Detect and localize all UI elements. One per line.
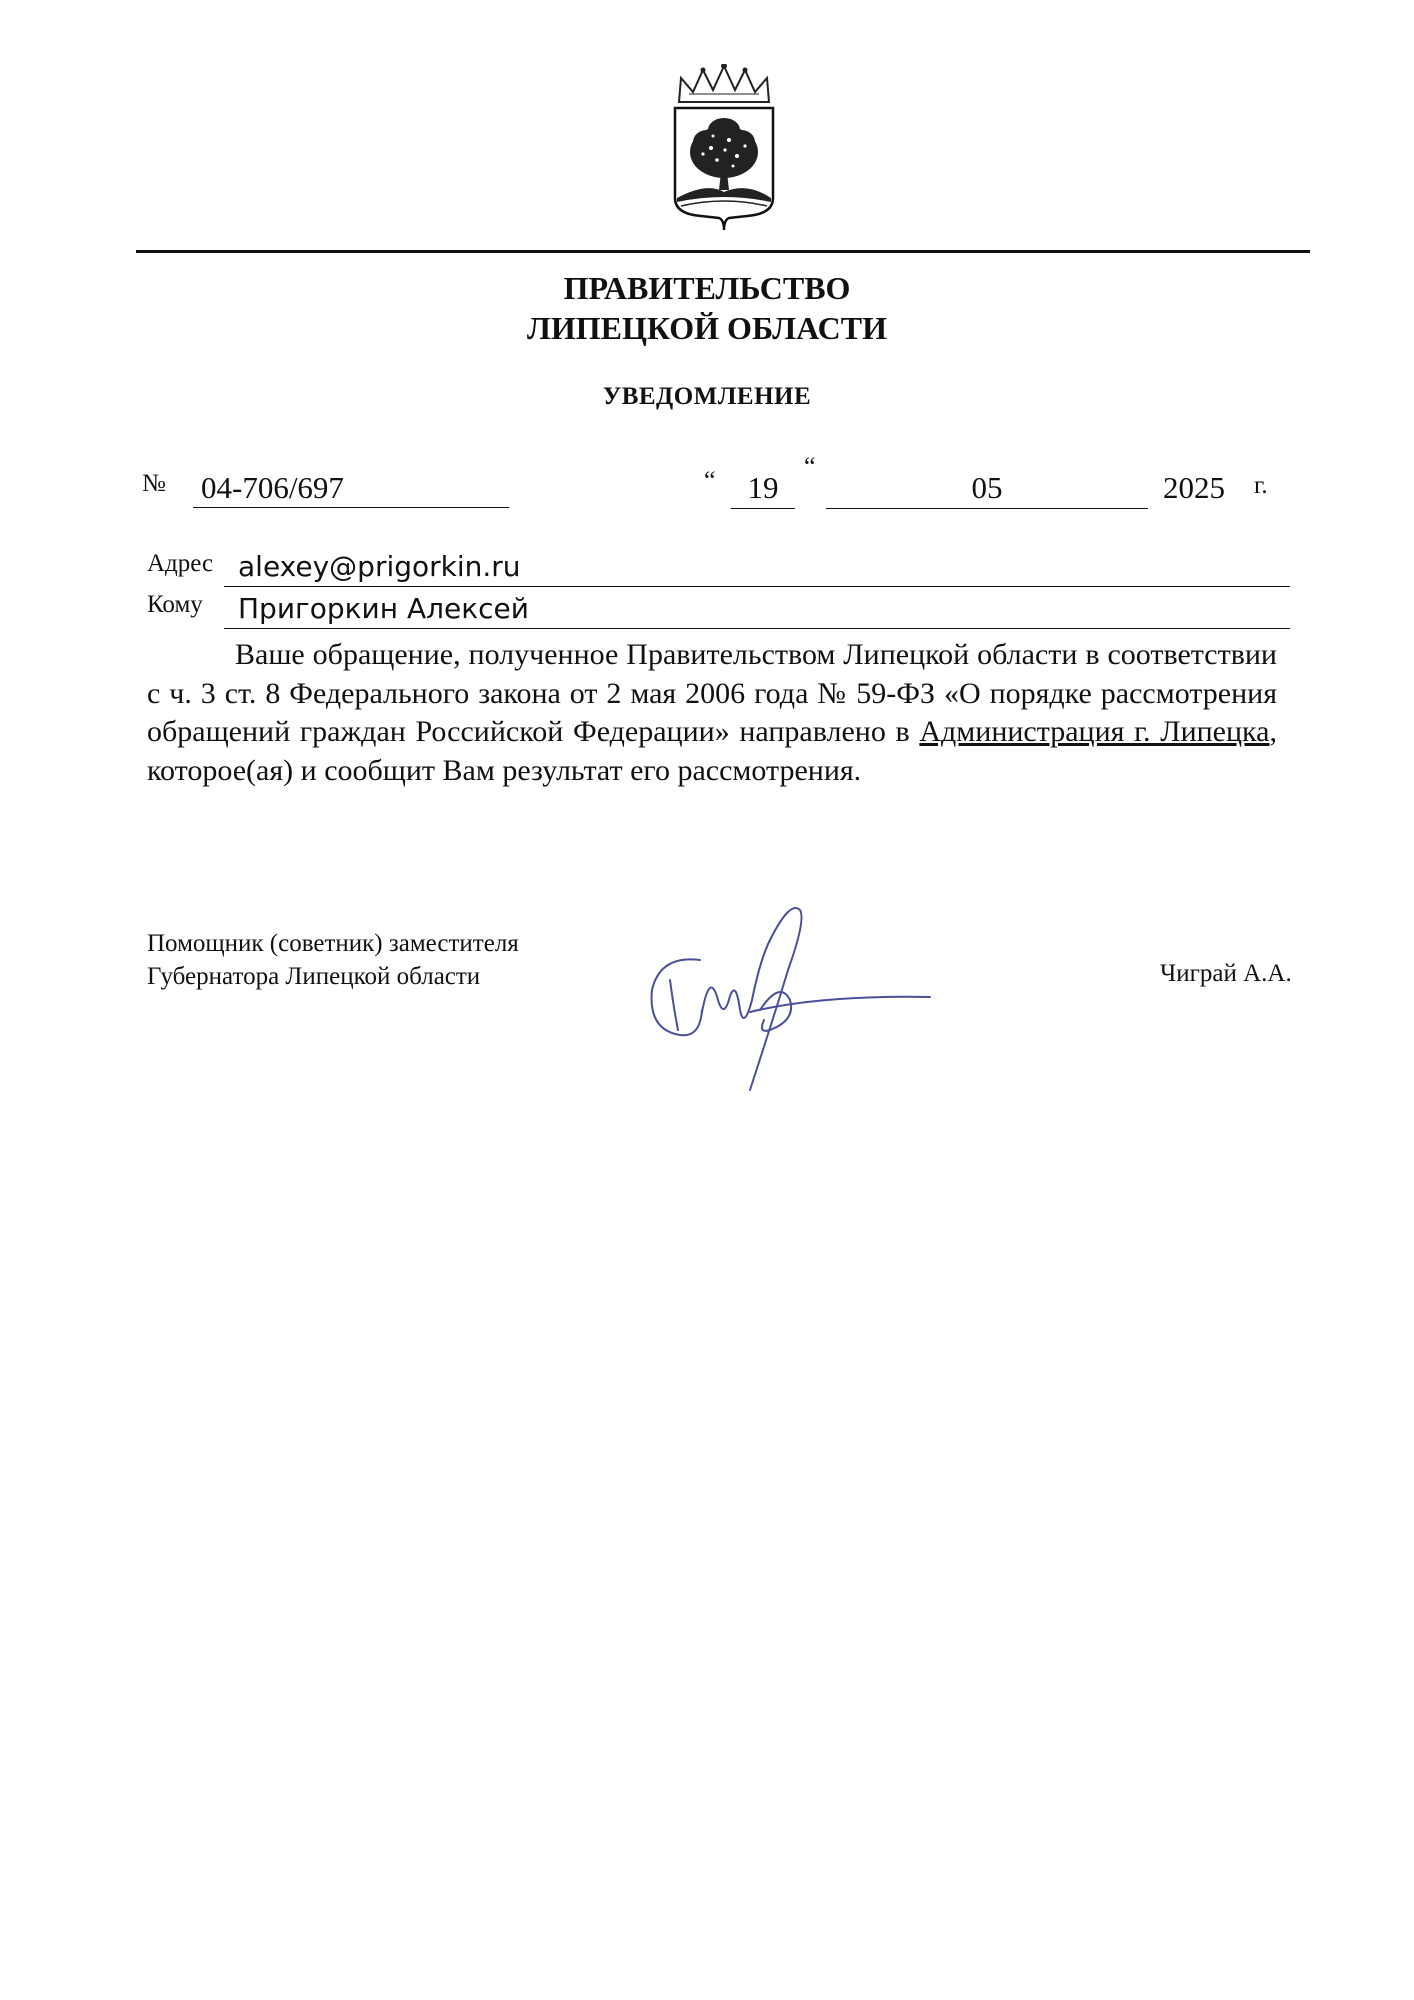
date-close-quote: “: [804, 452, 816, 481]
document-number: 04-706/697: [193, 468, 509, 508]
organization-name-line2: ЛИПЕЦКОЙ ОБЛАСТИ: [527, 310, 887, 346]
address-label: Адрес: [147, 550, 214, 577]
body-text-before: Ваше обращение, полученное Правительством Липецкой области в соответствии с ч. 3 ст. 8 Федерального закона от 2 мая 2006 года № 59-ФЗ «О порядке рассмотрения обращений граждан Российской Федерации» направлено в: [147, 638, 1277, 748]
date-month: 05: [826, 468, 1148, 509]
signatory-position: [147, 927, 519, 993]
date-day: 19: [731, 468, 795, 509]
date-year: 2025: [1163, 470, 1225, 505]
document-type: УВЕДОМЛЕНИЕ: [602, 383, 812, 410]
recipient-label: Кому: [147, 591, 203, 618]
number-label: №: [142, 470, 166, 497]
signatory-position-line1: Помощник (советник) заместителя: [147, 930, 519, 957]
lipetsk-coat-of-arms-icon: [667, 64, 781, 232]
forwarded-to-authority: Администрация г. Липецка: [919, 715, 1270, 748]
signatory-position-line2: Губернатора Липецкой области: [147, 963, 481, 990]
signatory-name: Чиграй А.А.: [1160, 960, 1292, 987]
date-open-quote: “: [704, 466, 716, 495]
notification-body: [147, 636, 1277, 790]
handwritten-signature: [640, 900, 940, 1100]
body-text-after: , которое(ая) и сообщит Вам результат его рассмотрения.: [147, 715, 1277, 787]
organization-name-line1: ПРАВИТЕЛЬСТВО: [563, 270, 851, 306]
year-suffix: г.: [1254, 472, 1268, 499]
recipient-name-field: Пригоркин Алексей: [224, 589, 1290, 629]
header-divider: [136, 250, 1310, 253]
address-field: alexey@prigorkin.ru: [224, 547, 1290, 587]
